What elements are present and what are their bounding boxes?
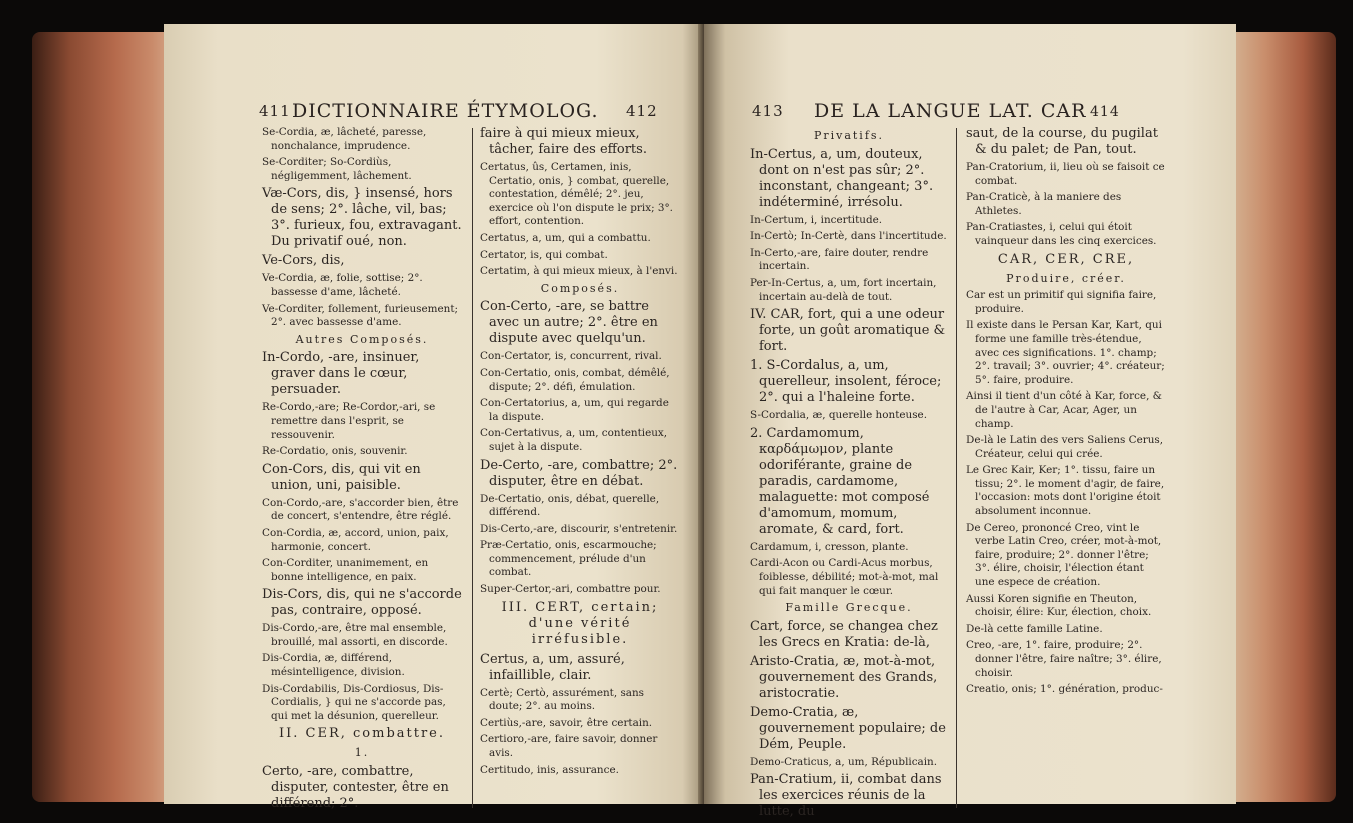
entry: Per-In-Certus, a, um, fort incertain, incertain au-delà de tout. [750,276,937,303]
entry: Creatio, onis; 1°. génération, produc- [966,683,1163,696]
entry: Certioro,-are, faire savoir, donner avis. [480,733,658,760]
section-heading: Autres Composés. [295,332,429,346]
entry: Creo, -are, 1°. faire, produire; 2°. donner l'être, faire naître; 3°. élire, choisir. [966,639,1162,679]
entry: Re-Cordo,-are; Re-Cordor,-ari, se remettre dans l'esprit, se ressouvenir. [262,401,436,441]
entry: saut, de la course, du pugilat & du palet; de Pan, tout. [966,126,1158,157]
entry: Se-Corditer; So-Cordiùs, négligemment, lâchement. [262,156,412,182]
section-heading: Famille Grecque. [785,601,913,615]
left-page [164,24,704,812]
left-page-edges [32,32,182,802]
section-heading: CAR, CER, CRE, [997,251,1135,267]
entry: De-là cette famille Latine. [966,622,1103,635]
section-heading: III. CERT, certain; d'une vérité irréfusible. [501,599,659,647]
left-column-2 [480,126,680,780]
section-heading: Privatifs. [813,129,885,142]
entry: In-Certum, i, incertitude. [750,213,883,226]
entry: 2. Cardamomum, καρδάμωμον, plante odoriférante, graine de paradis, cardamome, malaguette: mot composé d'amomum, momum, aromate, & card, fort. [750,425,930,537]
entry: Ve-Cordia, æ, folie, sottise; 2°. bassesse d'ame, lâcheté. [262,272,423,298]
entry: Dis-Cordia, æ, différend, mésintelligence, division. [262,652,405,679]
right-page-number-a: 413 [752,102,784,120]
entry: In-Certò; In-Certè, dans l'incertitude. [750,230,947,243]
entry: 1. S-Cordalus, a, um, querelleur, insolent, féroce; 2°. qui a l'haleine forte. [750,358,942,406]
entry: Pan-Cratorium, ii, lieu où se faisoit ce combat. [966,161,1165,187]
right-page-number-b: 414 [1090,104,1120,120]
entry: Certator, is, qui combat. [480,248,608,261]
left-running-head: DICTIONNAIRE ÉTYMOLOG. [292,100,599,122]
section-heading: II. CER, combattre. [278,726,446,742]
entry: Certo, -are, combattre, disputer, contester, être en différend; 2°. [262,764,449,812]
column-rule [472,128,473,808]
right-column-1 [750,126,948,823]
right-column-2 [966,126,1166,700]
entry: S-Cordalia, æ, querelle honteuse. [750,409,927,422]
entry: Certus, a, um, assuré, infaillible, clair. [480,651,625,683]
entry: faire à qui mieux mieux, tâcher, faire des efforts. [480,126,647,157]
entry: In-Certo,-are, faire douter, rendre incertain. [750,246,929,273]
section-number: 1. [354,746,370,760]
entry: De Cereo, prononcé Creo, vint le verbe Latin Creo, créer, mot-à-mot, faire, produire; 2°. donner l'être; 3°. élire, choisir, l'élection étant une espece de création. [966,521,1162,589]
entry: Re-Cordatio, onis, souvenir. [262,445,408,458]
left-page-number-b: 412 [626,102,658,120]
entry: Demo-Cratia, æ, gouvernement populaire; de Dém, Peuple. [750,704,946,752]
left-page-number-a: 411 [259,102,291,120]
entry: Demo-Craticus, a, um, Républicain. [750,755,938,768]
entry: Con-Certo, -are, se battre avec un autre; 2°. être en dispute avec quelqu'un. [480,299,658,347]
left-column-1 [262,126,462,815]
entry: Il existe dans le Persan Kar, Kart, qui forme une famille très-étendue, avec ces significations. 1°. champ; 2°. travail; 3°. ouvrier; 4°. créateur; 5°. faire, produire. [966,319,1165,386]
entry: Con-Certatio, onis, combat, démêlé, dispute; 2°. défi, émulation. [480,366,670,393]
entry: Con-Cors, dis, qui vit en union, uni, paisible. [262,461,421,493]
entry: Cardi-Acon ou Cardi-Acus morbus, foiblesse, débilité; mot-à-mot, mal qui fait manquer le cœur. [750,557,939,597]
entry: Dis-Certo,-are, discourir, s'entretenir. [480,522,678,535]
entry: Præ-Certatio, onis, escarmouche; commencement, prélude d'un combat. [480,539,657,579]
entry: Certatus, ûs, Certamen, inis, Certatio, onis, } combat, querelle, contestation, démêlé; 2°. jeu, exercice où l'on dispute le prix; 3°. effort, contention. [480,161,673,228]
entry: Dis-Cors, dis, qui ne s'accorde pas, contraire, opposé. [262,587,462,619]
entry: Ainsi il tient d'un côté à Kar, force, & de l'autre à Car, Acar, Ager, un champ. [966,390,1162,430]
entry: Con-Certativus, a, um, contentieux, sujet à la dispute. [480,427,668,453]
entry: Ve-Corditer, follement, furieusement; 2°. avec bassesse d'ame. [262,302,459,329]
column-rule [956,128,957,808]
entry: Super-Certor,-ari, combattre pour. [480,583,661,596]
entry: Le Grec Kair, Ker; 1°. tissu, faire un tissu; 2°. le moment d'agir, de faire, l'occasion: mots dont l'origine étoit absolument inconnue. [966,464,1165,518]
book [18,10,1336,820]
entry: Pan-Cratium, ii, combat dans les exercices réunis de la lutte, du [750,772,942,820]
entry: IV. CAR, fort, qui a une odeur forte, un goût aromatique & fort. [750,307,946,355]
entry: Aristo-Cratia, æ, mot-à-mot, gouvernement des Grands, aristocratie. [750,653,938,701]
entry: Pan-Craticè, à la maniere des Athletes. [966,191,1122,217]
entry: Con-Cordo,-are, s'accorder bien, être de concert, s'entendre, être réglé. [262,496,459,523]
entry: In-Certus, a, um, douteux, dont on n'est pas sûr; 2°. inconstant, changeant; 3°. indéterminé, irrésolu. [750,146,934,210]
entry: Cart, force, se changea chez les Grecs en Kratia: de-là, [750,618,938,650]
entry: Con-Cordia, æ, accord, union, paix, harmonie, concert. [262,526,449,553]
entry: Certatus, a, um, qui a combattu. [480,231,651,244]
entry: Ve-Cors, dis, [262,253,345,269]
entry: Væ-Cors, dis, } insensé, hors de sens; 2°. lâche, vil, bas; 3°. furieux, fou, extravagant. Du privatif oué, non. [262,186,462,250]
entry: Certè; Certò, assurément, sans doute; 2°. au moins. [480,686,644,713]
entry: De-Certo, -are, combattre; 2°. disputer, être en débat. [480,457,678,489]
entry: De-là le Latin des vers Saliens Cerus, Créateur, celui qui crée. [966,434,1164,460]
entry: Dis-Cordabilis, Dis-Cordiosus, Dis-Cordialis, } qui ne s'accorde pas, qui met la désunion, querelleur. [262,682,446,722]
entry: Certatim, à qui mieux mieux, à l'envi. [480,265,678,278]
section-heading: Composés. [540,281,620,295]
entry: Certiùs,-are, savoir, être certain. [480,716,653,729]
right-running-head: DE LA LANGUE LAT. CAR [814,100,1087,122]
entry: Car est un primitif qui signifia faire, produire. [966,289,1157,315]
right-page [704,24,1236,820]
entry: Con-Corditer, unanimement, en bonne intelligence, en paix. [262,557,429,583]
entry: De-Certatio, onis, débat, querelle, différend. [480,492,660,519]
right-page-edges [1226,32,1336,802]
entry: Aussi Koren signifie en Theuton, choisir, élire: Kur, élection, choix. [966,592,1152,619]
entry: Con-Certatorius, a, um, qui regarde la dispute. [480,397,669,423]
entry: Cardamum, i, cresson, plante. [750,540,909,553]
entry: Con-Certator, is, concurrent, rival. [480,350,662,363]
entry: Se-Cordia, æ, lâcheté, paresse, nonchalance, imprudence. [262,126,427,152]
entry: Pan-Cratiastes, i, celui qui étoit vainqueur dans les cinq exercices. [966,221,1157,247]
section-subheading: Produire, créer. [1006,271,1126,285]
entry: In-Cordo, -are, insinuer, graver dans le cœur, persuader. [262,350,420,398]
entry: Certitudo, inis, assurance. [480,763,619,776]
entry: Dis-Cordo,-are, être mal ensemble, brouillé, mal assorti, en discorde. [262,622,448,648]
